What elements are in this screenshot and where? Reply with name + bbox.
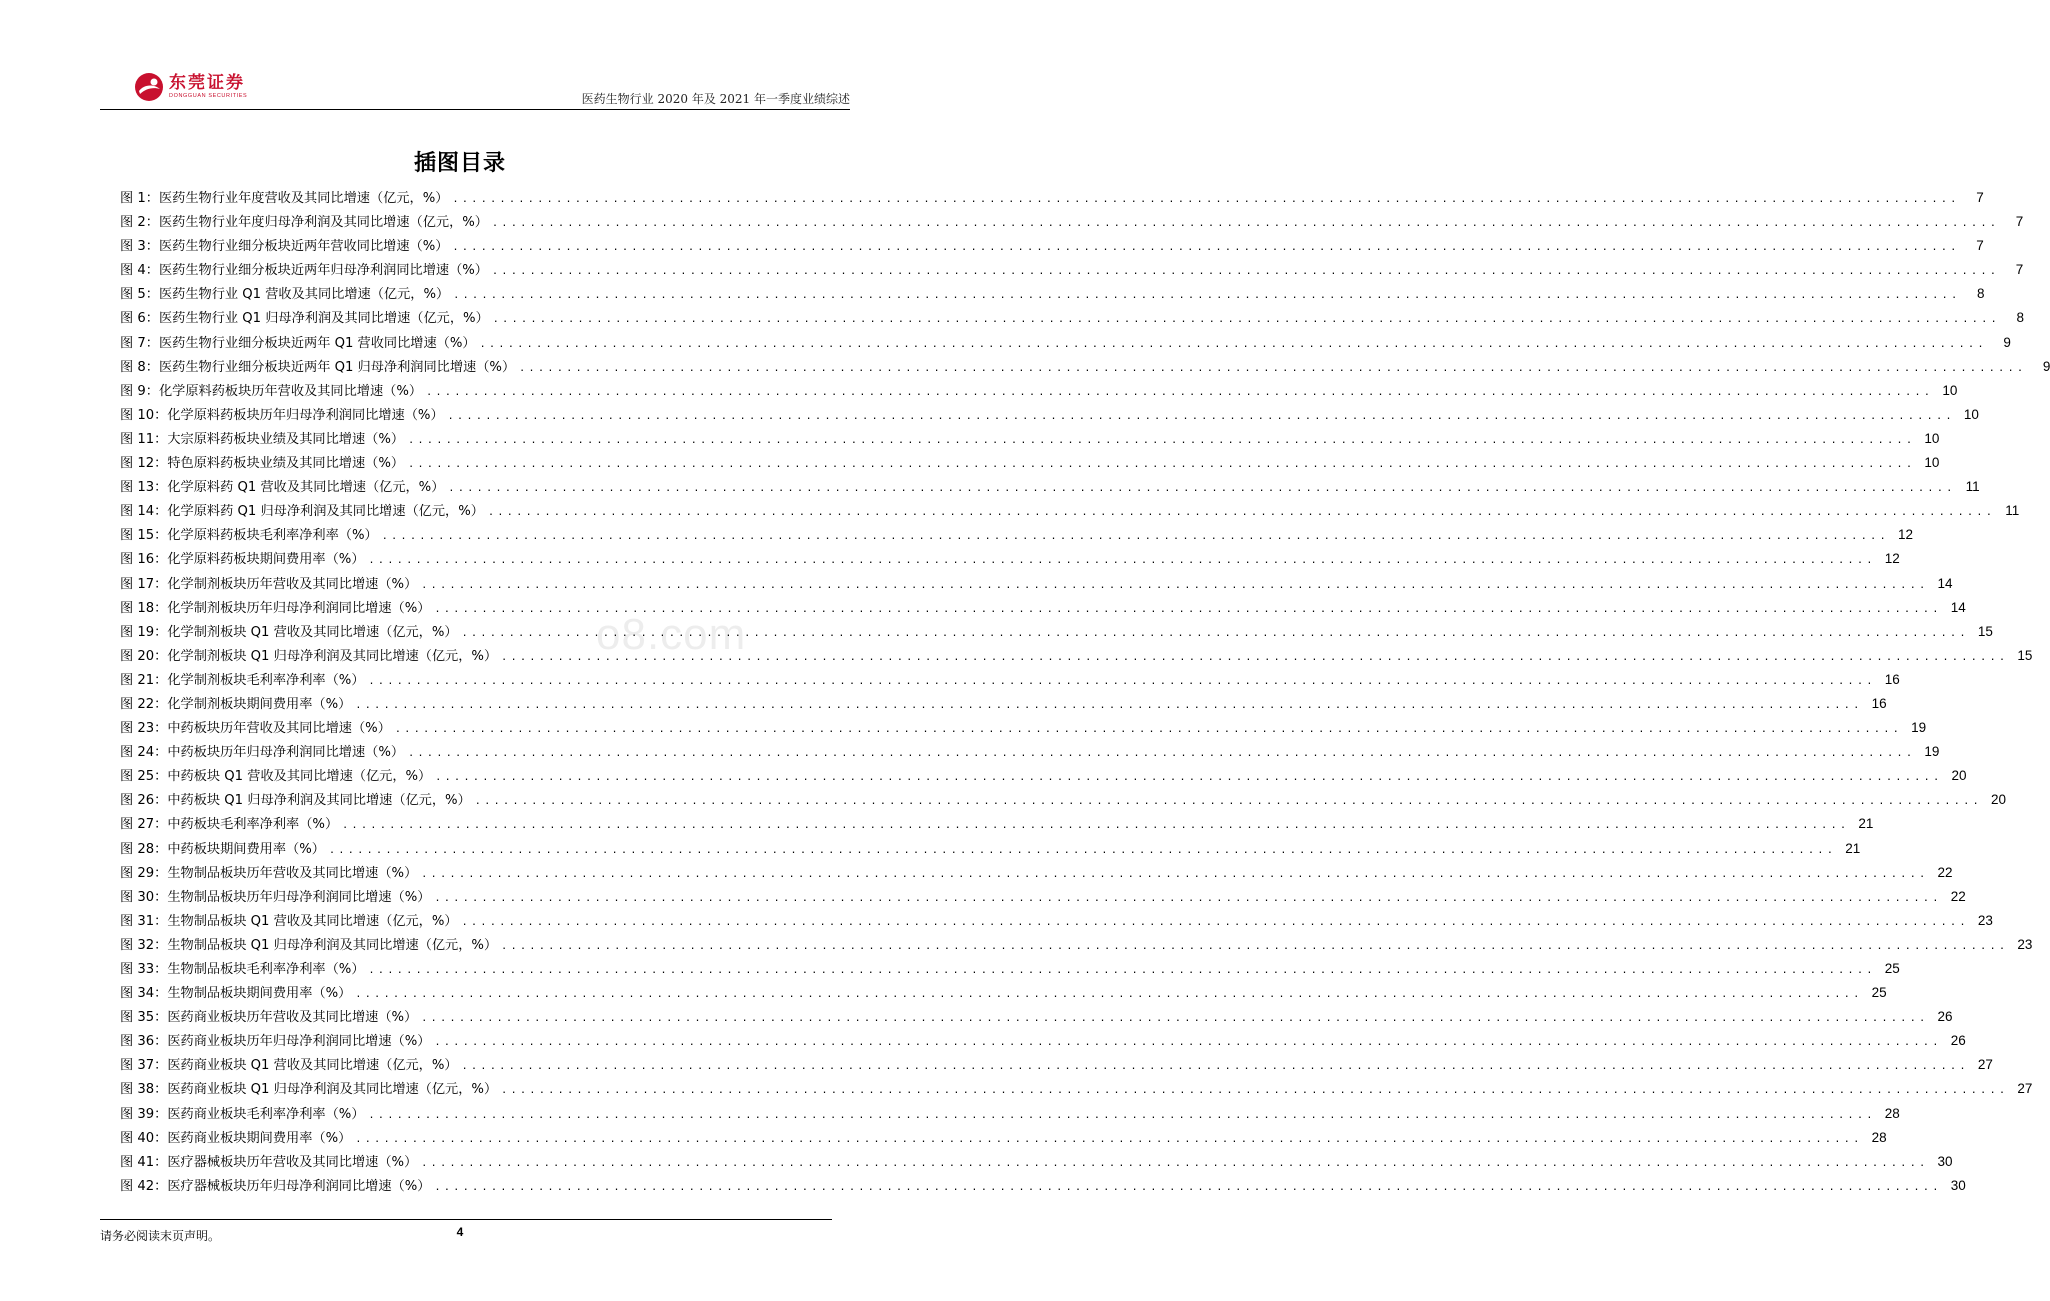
toc-entry-page: 30 <box>1950 1177 1966 1193</box>
dot-leader: ................................................................................................................................................................ <box>368 555 1876 567</box>
toc-entry-title: 图 14：化学原料药 Q1 归母净利润及其同比增速（亿元，%） <box>120 504 484 520</box>
toc-entry[interactable] <box>120 547 1900 571</box>
dot-leader: ................................................................................................................................................................ <box>355 989 1863 1001</box>
toc-entry-title: 图 23：中药板块历年营收及其同比增速（%） <box>120 721 391 737</box>
toc-entry[interactable] <box>120 1126 1887 1150</box>
toc-entry-title: 图 6：医药生物行业 Q1 归母净利润及其同比增速（亿元，%） <box>120 311 489 327</box>
toc-entry-page: 12 <box>1884 551 1900 567</box>
toc-entry-page: 21 <box>1858 816 1874 832</box>
page-header <box>100 66 850 110</box>
toc-entry-title: 图 29：生物制品板块历年营收及其同比增速（%） <box>120 865 418 881</box>
logo-name-cn: 东莞证券 <box>169 73 245 93</box>
dot-leader: ................................................................................................................................................................ <box>328 844 1837 856</box>
toc-entry-title: 图 8：医药生物行业细分板块近两年 Q1 归母净利润同比增速（%） <box>120 359 516 375</box>
toc-entry-title: 图 33：生物制品板块毛利率净利率（%） <box>120 962 365 977</box>
toc-entry[interactable] <box>120 933 2033 957</box>
toc-entry[interactable] <box>120 379 1958 403</box>
disclaimer-note: 请务必阅读末页声明。 <box>100 1229 221 1243</box>
toc-entry-page: 12 <box>1897 527 1913 543</box>
toc-entry-title: 图 38：医药商业板块 Q1 归母净利润及其同比增速（亿元，%） <box>120 1082 498 1098</box>
dot-leader: ................................................................................................................................................................ <box>452 194 1960 205</box>
toc-entry[interactable] <box>120 306 2025 330</box>
toc-entry-title: 图 31：生物制品板块 Q1 营收及其同比增速（亿元，%） <box>120 913 458 929</box>
toc-entry[interactable] <box>120 1102 1900 1126</box>
logo-mark-icon <box>134 72 164 102</box>
dot-leader: ................................................................................................................................................................ <box>492 218 2000 230</box>
dot-leader: ................................................................................................................................................................ <box>421 1013 1929 1025</box>
dot-leader: ................................................................................................................................................................ <box>448 483 1956 495</box>
toc-entry-page: 27 <box>2017 1081 2033 1097</box>
toc-entry-title: 图 22：化学制剂板块期间费用率（%） <box>120 696 352 712</box>
toc-entry[interactable] <box>120 885 1966 909</box>
logo-text <box>169 74 247 100</box>
dot-leader: ................................................................................................................................................................ <box>487 507 1996 519</box>
logo-name-en: DONGGUAN SECURITIES <box>169 93 248 99</box>
toc-entry-page: 26 <box>1950 1033 1966 1049</box>
toc-entry-page: 28 <box>1884 1105 1900 1121</box>
toc-entry-title: 图 2：医药生物行业年度归母净利润及其同比增速（亿元，%） <box>120 215 488 231</box>
toc-entry-page: 25 <box>1871 985 1887 1001</box>
toc-entry-title: 图 24：中药板块历年归母净利润同比增速（%） <box>120 745 405 761</box>
toc-entry-page: 30 <box>1937 1153 1953 1169</box>
toc-entry[interactable] <box>120 620 1993 644</box>
toc-entry-page: 19 <box>1911 720 1927 736</box>
toc-entry[interactable] <box>120 1150 1953 1174</box>
toc-entry[interactable] <box>120 764 1967 788</box>
dot-leader: ................................................................................................................................................................ <box>434 1037 1942 1049</box>
toc-entry[interactable] <box>120 812 1874 836</box>
toc-entry[interactable] <box>120 523 1913 547</box>
toc-entry-title: 图 16：化学原料药板块期间费用率（%） <box>120 552 365 568</box>
toc-entry-title: 图 25：中药板块 Q1 营收及其同比增速（亿元，%） <box>120 769 432 785</box>
toc-entry-page: 19 <box>1924 744 1940 760</box>
toc-entry[interactable] <box>120 355 2050 379</box>
toc-entry-title: 图 13：化学原料药 Q1 营收及其同比增速（亿元，%） <box>120 480 445 496</box>
header-divider <box>100 109 850 110</box>
dot-leader: ................................................................................................................................................................ <box>426 386 1934 398</box>
toc-entry-page: 9 <box>2042 358 2050 374</box>
toc-entry-page: 7 <box>2015 262 2024 278</box>
toc-entry-page: 15 <box>2017 647 2033 663</box>
toc-entry-title: 图 34：生物制品板块期间费用率（%） <box>120 986 352 1002</box>
toc-entry[interactable] <box>120 186 1984 210</box>
toc-entry[interactable] <box>120 234 1984 258</box>
toc-entry[interactable] <box>120 981 1887 1005</box>
toc-entry-title: 图 5：医药生物行业 Q1 营收及其同比增速（亿元，%） <box>120 287 450 303</box>
toc-entry-page: 10 <box>1924 430 1940 446</box>
toc-entry-page: 9 <box>2003 334 2011 350</box>
toc-entry-title: 图 15：化学原料药板块毛利率净利率（%） <box>120 528 378 544</box>
toc-entry[interactable] <box>120 716 1927 740</box>
toc-entry[interactable] <box>120 788 2007 812</box>
toc-entry[interactable] <box>120 451 1940 475</box>
toc-entry[interactable] <box>120 572 1953 596</box>
dot-leader: ................................................................................................................................................................ <box>501 651 2009 663</box>
toc-entry-page: 21 <box>1845 840 1861 856</box>
dot-leader: ................................................................................................................................................................ <box>421 1157 1929 1169</box>
dot-leader: ................................................................................................................................................................ <box>501 1085 2009 1097</box>
dot-leader: ................................................................................................................................................................ <box>452 242 1960 254</box>
toc-entry-page: 11 <box>1965 479 1980 495</box>
dot-leader: ................................................................................................................................................................ <box>355 1133 1863 1145</box>
toc-entry[interactable] <box>120 427 1940 451</box>
dot-leader: ................................................................................................................................................................ <box>381 531 1889 543</box>
toc-entry-page: 27 <box>1977 1057 1993 1073</box>
toc-entry-page: 10 <box>1942 382 1958 398</box>
dot-leader: ................................................................................................................................................................ <box>501 940 2009 952</box>
watermark: o8.com <box>596 610 747 659</box>
document-title: 医药生物行业 2020 年及 2021 年一季度业绩综述 <box>581 92 850 106</box>
dot-leader: ................................................................................................................................................................ <box>461 916 1969 928</box>
toc-entry-page: 26 <box>1937 1009 1953 1025</box>
dot-leader: ................................................................................................................................................................ <box>461 1061 1969 1073</box>
dot-leader: ................................................................................................................................................................ <box>421 868 1929 880</box>
toc-entry-title: 图 32：生物制品板块 Q1 归母净利润及其同比增速（亿元，%） <box>120 937 498 953</box>
toc-entry-page: 20 <box>1991 792 2007 808</box>
toc-entry-title: 图 1：医药生物行业年度营收及其同比增速（亿元，%） <box>120 191 449 206</box>
toc-entry-title: 图 40：医药商业板块期间费用率（%） <box>120 1130 352 1146</box>
toc-entry[interactable] <box>120 957 1900 981</box>
dot-leader: ................................................................................................................................................................ <box>479 338 1987 350</box>
toc-entry-title: 图 37：医药商业板块 Q1 营收及其同比增速（亿元，%） <box>120 1058 458 1074</box>
dot-leader: ................................................................................................................................................................ <box>519 362 2027 374</box>
toc-entry-page: 28 <box>1871 1129 1887 1145</box>
toc-entry-title: 图 21：化学制剂板块毛利率净利率（%） <box>120 672 365 688</box>
toc-entry[interactable] <box>120 644 2033 668</box>
dot-leader: ................................................................................................................................................................ <box>434 603 1942 615</box>
page-title: 插图目录 <box>413 150 506 176</box>
dot-leader: ................................................................................................................................................................ <box>408 434 1916 446</box>
toc-entry-title: 图 11：大宗原料药板块业绩及其同比增速（%） <box>120 431 405 447</box>
dot-leader: ................................................................................................................................................................ <box>447 410 1955 422</box>
toc-entry[interactable] <box>120 331 2011 355</box>
toc-entry-page: 14 <box>1937 575 1953 591</box>
dot-leader: ................................................................................................................................................................ <box>368 965 1876 976</box>
toc-entry-page: 14 <box>1950 599 1966 615</box>
dot-leader: ................................................................................................................................................................ <box>408 748 1916 760</box>
page-number: 4 <box>456 1225 464 1239</box>
dot-leader: ................................................................................................................................................................ <box>434 1181 1942 1193</box>
toc-entry-page: 23 <box>2017 936 2033 952</box>
toc-entry[interactable] <box>120 740 1940 764</box>
toc-entry-page: 8 <box>1976 286 1985 302</box>
toc-entry-page: 20 <box>1951 768 1967 784</box>
toc-entry-page: 15 <box>1977 623 1993 639</box>
toc-entry[interactable] <box>120 861 1953 885</box>
toc-entry-title: 图 18：化学制剂板块历年归母净利润同比增速（%） <box>120 600 431 616</box>
dot-leader: ................................................................................................................................................................ <box>368 675 1876 687</box>
toc-entry-page: 16 <box>1884 671 1900 687</box>
toc-entry-title: 图 4：医药生物行业细分板块近两年归母净利润同比增速（%） <box>120 263 488 279</box>
toc-entry-title: 图 30：生物制品板块历年归母净利润同比增速（%） <box>120 889 431 905</box>
dot-leader: ................................................................................................................................................................ <box>461 627 1969 639</box>
toc-entry[interactable] <box>120 837 1861 861</box>
toc-entry-page: 10 <box>1963 406 1979 422</box>
toc-entry-title: 图 39：医药商业板块毛利率净利率（%） <box>120 1106 365 1122</box>
dot-leader: ................................................................................................................................................................ <box>355 699 1863 711</box>
dot-leader: ................................................................................................................................................................ <box>368 1109 1876 1121</box>
dot-leader: ................................................................................................................................................................ <box>474 796 1983 808</box>
toc-entry[interactable] <box>120 258 2024 282</box>
toc-entry-title: 图 20：化学制剂板块 Q1 归母净利润及其同比增速（亿元，%） <box>120 648 498 664</box>
toc-entry-title: 图 17：化学制剂板块历年营收及其同比增速（%） <box>120 576 418 592</box>
toc-entry-title: 图 10：化学原料药板块历年归母净利润同比增速（%） <box>120 407 444 423</box>
toc-entry[interactable] <box>120 1174 1966 1198</box>
dot-leader: ................................................................................................................................................................ <box>408 459 1916 471</box>
toc-entry-title: 图 3：医药生物行业细分板块近两年营收同比增速（%） <box>120 239 449 255</box>
company-logo <box>134 70 247 104</box>
toc-entry-page: 7 <box>1976 238 1984 254</box>
toc-entry-title: 图 27：中药板块毛利率净利率（%） <box>120 817 339 833</box>
dot-leader: ................................................................................................................................................................ <box>492 266 2000 278</box>
toc-entry-page: 11 <box>2005 503 2020 519</box>
toc-entry-page: 7 <box>2015 214 2024 230</box>
toc-entry-title: 图 35：医药商业板块历年营收及其同比增速（%） <box>120 1010 418 1026</box>
dot-leader: ................................................................................................................................................................ <box>421 579 1929 591</box>
toc-entry-title: 图 42：医疗器械板块历年归母净利润同比增速（%） <box>120 1178 431 1194</box>
toc-entry-page: 23 <box>1977 912 1993 928</box>
toc-entry[interactable] <box>120 692 1887 716</box>
toc-entry-title: 图 9：化学原料药板块历年营收及其同比增速（%） <box>120 383 423 399</box>
toc-entry-page: 25 <box>1884 961 1900 976</box>
toc-entry[interactable] <box>120 596 1966 620</box>
toc-entry-page: 10 <box>1924 455 1940 471</box>
toc-entry-title: 图 41：医疗器械板块历年营收及其同比增速（%） <box>120 1154 418 1170</box>
toc-entry-title: 图 28：中药板块期间费用率（%） <box>120 841 325 857</box>
dot-leader: ................................................................................................................................................................ <box>342 820 1850 832</box>
toc-entry[interactable] <box>120 668 1900 692</box>
toc-entry-title: 图 26：中药板块 Q1 归母净利润及其同比增速（亿元，%） <box>120 793 471 809</box>
dot-leader: ................................................................................................................................................................ <box>434 892 1942 904</box>
dot-leader: ................................................................................................................................................................ <box>492 314 2001 326</box>
toc-entry[interactable] <box>120 1053 1993 1077</box>
toc-entry-title: 图 19：化学制剂板块 Q1 营收及其同比增速（亿元，%） <box>120 624 458 640</box>
toc-entry[interactable] <box>120 403 1979 427</box>
toc-entry[interactable] <box>120 1077 2033 1101</box>
toc-entry-page: 8 <box>2016 310 2025 326</box>
dot-leader: ................................................................................................................................................................ <box>394 724 1903 736</box>
dot-leader: ................................................................................................................................................................ <box>435 772 1943 784</box>
toc-entry[interactable] <box>120 210 2024 234</box>
toc-entry-page: 22 <box>1950 888 1966 904</box>
toc-entry-page: 16 <box>1871 695 1887 711</box>
toc-entry[interactable] <box>120 475 1980 499</box>
toc-entry-title: 图 7：医药生物行业细分板块近两年 Q1 营收同比增速（%） <box>120 335 476 351</box>
toc-entry[interactable] <box>120 282 1985 306</box>
toc-entry-page: 22 <box>1937 864 1953 880</box>
footer-divider <box>100 1219 832 1220</box>
toc-entry-page: 7 <box>1976 190 1984 205</box>
toc-entry-title: 图 36：医药商业板块历年归母净利润同比增速（%） <box>120 1034 431 1050</box>
toc-entry-title: 图 12：特色原料药板块业绩及其同比增速（%） <box>120 456 405 472</box>
figure-index-list <box>120 186 2050 1198</box>
toc-entry[interactable] <box>120 909 1993 933</box>
toc-entry[interactable] <box>120 1029 1966 1053</box>
toc-entry[interactable] <box>120 1005 1953 1029</box>
toc-entry[interactable] <box>120 499 2020 523</box>
dot-leader: ................................................................................................................................................................ <box>453 290 1961 302</box>
